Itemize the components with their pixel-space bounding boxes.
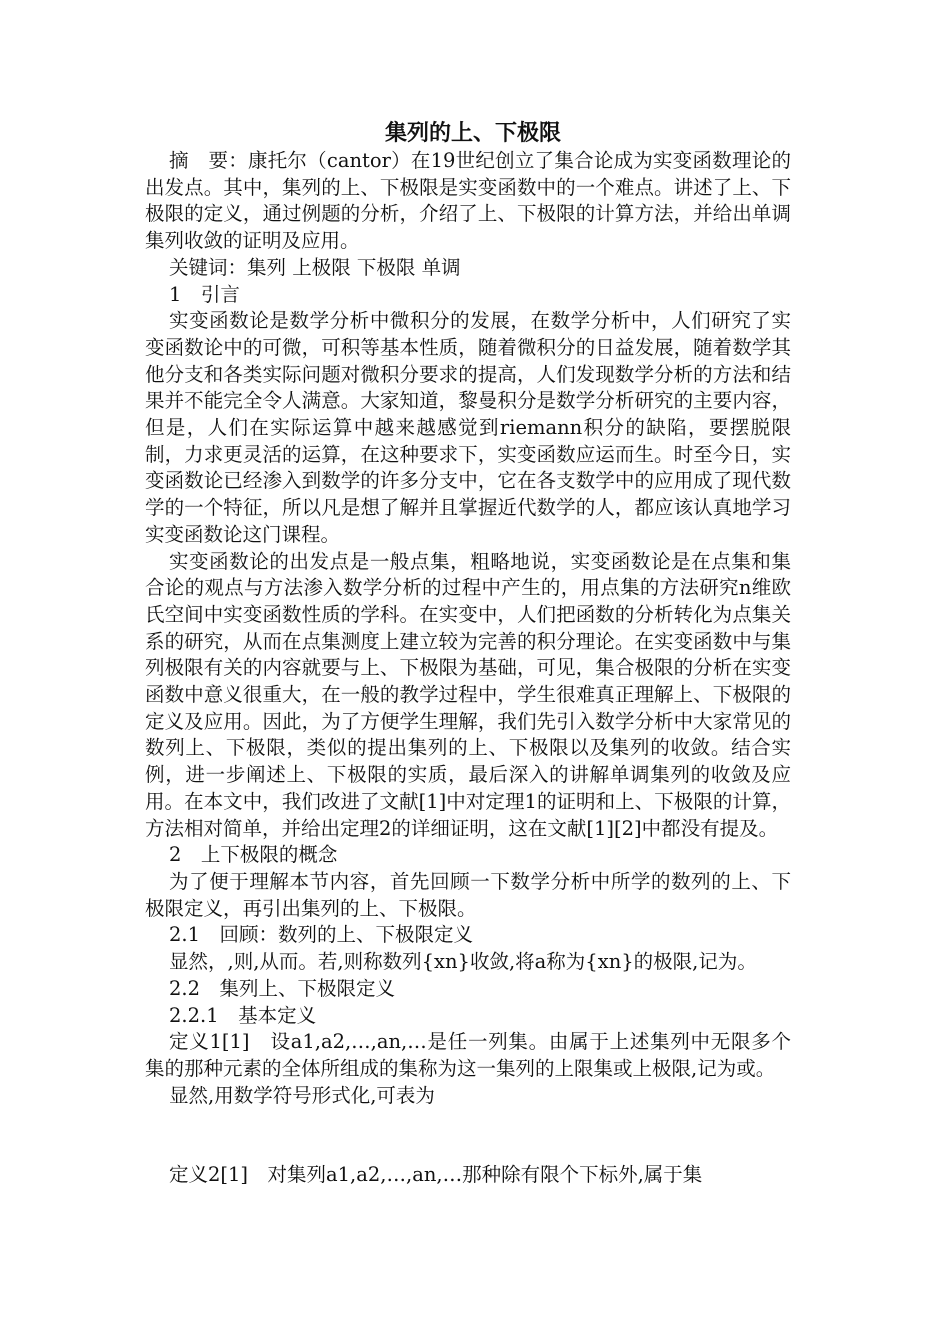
- keywords: 关键词：集列 上极限 下极限 单调: [169, 255, 461, 279]
- abstract: 摘 要：康托尔（cantor）在19世纪创立了集合论成为实变函数理论的出发点。其中，集列的上、下极限是实变函数中的一个难点。讲述了上、下极限的定义，通过例题的分析，介绍了上、下极限的计算方法，并给出单调集列收敛的证明及应用。: [145, 149, 791, 253]
- subsection-2-1-heading: 2.1 回顾：数列的上、下极限定义: [169, 923, 474, 947]
- section-2-heading: 2 上下极限的概念: [169, 843, 338, 867]
- section-2-intro: 为了便于理解本节内容，首先回顾一下数学分析中所学的数列的上、下极限定义，再引出集列的上、下极限。: [145, 869, 791, 920]
- subsection-2-1-text: 显然，,则,从而。若,则称数列{xn}收敛,将a称为{xn}的极限,记为。: [169, 950, 757, 974]
- section-1-paragraph-1: 实变函数论是数学分析中微积分的发展，在数学分析中，人们研究了实变函数论中的可微，可积等基本性质，随着微积分的日益发展，随着数学其他分支和各类实际问题对微积分要求的提高，人们发现数学分析的方法和结果并不能完全令人满意。大家知道，黎曼积分是数学分析研究的主要内容，但是，人们在实际运算中越来越感觉到riemann积分的缺陷，要摆脱限制，力求更灵活的运算，在这种要求下，实变函数应运而生。时至今日，实变函数论已经渗入到数学的许多分支中，它在各支数学中的应用成了现代数学的一个特征，所以凡是想了解并且掌握近代数学的人，都应该认真地学习实变函数论这门课程。: [145, 309, 791, 546]
- formula-placeholder: [145, 1109, 791, 1162]
- section-1-paragraph-2: 实变函数论的出发点是一般点集，粗略地说，实变函数论是在点集和集合论的观点与方法渗入数学分析的过程中产生的，用点集的方法研究n维欧氏空间中实变函数性质的学科。在实变中，人们把函数的分析转化为点集关系的研究，从而在点集测度上建立较为完善的积分理论。在实变函数中与集列极限有关的内容就要与上、下极限为基础，可见，集合极限的分析在实变函数中意义很重大，在一般的教学过程中，学生很难真正理解上、下极限的定义及应用。因此，为了方便学生理解，我们先引入数学分析中大家常见的数列上、下极限，类似的提出集列的上、下极限以及集列的收敛。结合实例，进一步阐述上、下极限的实质，最后深入的讲解单调集列的收敛及应用。在本文中，我们改进了文献[1]中对定理1的证明和上、下极限的计算，方法相对简单，并给出定理2的详细证明，这在文献[1][2]中都没有提及。: [145, 549, 791, 840]
- document-title: 集列的上、下极限: [384, 120, 561, 146]
- definition-1: 定义1[1] 设a1,a2,…,an,…是任一列集。由属于上述集列中无限多个集的那种元素的全体所组成的集称为这一集列的上限集或上极限,记为或。: [145, 1030, 791, 1080]
- subsection-2-2-1-heading: 2.2.1 基本定义: [169, 1003, 317, 1027]
- document-page: [145, 118, 791, 1189]
- subsection-2-2-heading: 2.2 集列上、下极限定义: [169, 976, 396, 1000]
- section-1-heading: 1 引言: [169, 282, 240, 306]
- formalization-text: 显然,用数学符号形式化,可表为: [169, 1083, 435, 1107]
- definition-2: 定义2[1] 对集列a1,a2,…,an,…那种除有限个下标外,属于集: [169, 1163, 703, 1187]
